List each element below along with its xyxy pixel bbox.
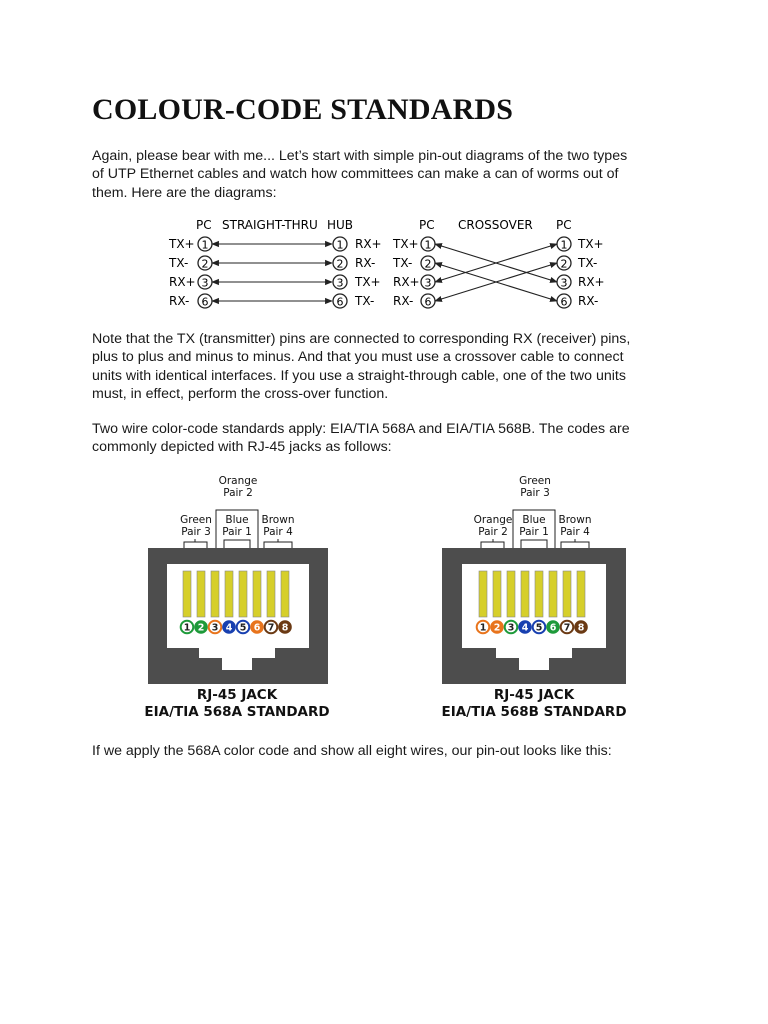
pin-number: 8 xyxy=(281,622,289,634)
pin-number: 2 xyxy=(197,622,205,634)
signal-label: RX+ xyxy=(169,275,196,289)
pin-number: 4 xyxy=(521,622,529,634)
crossover-row xyxy=(393,275,605,290)
pinout-diagram xyxy=(0,212,768,312)
pin-number: 2 xyxy=(493,622,501,634)
pin-number: 1 xyxy=(336,238,344,252)
signal-label: RX- xyxy=(393,294,414,308)
text-line: commonly depicted with RJ-45 jacks as follows: xyxy=(92,439,392,456)
straight-row xyxy=(169,294,374,309)
pin-number: 2 xyxy=(201,257,209,271)
pair-label: Pair 1 xyxy=(519,526,549,538)
crossover-header-mid: CROSSOVER xyxy=(458,218,533,232)
straight-header-right: HUB xyxy=(327,218,354,232)
pair-label: Orange xyxy=(218,475,258,487)
pin-number: 3 xyxy=(336,276,344,290)
signal-label: TX- xyxy=(578,256,598,270)
jack-caption: EIA/TIA 568B STANDARD xyxy=(441,704,627,720)
text-line: must, in effect, perform the cross-over function. xyxy=(92,385,389,402)
jack-caption: RJ-45 JACK xyxy=(493,687,575,703)
crossover-header-left: PC xyxy=(419,218,435,232)
signal-label: TX+ xyxy=(578,237,604,251)
signal-label: TX- xyxy=(355,294,375,308)
pin-number: 6 xyxy=(201,295,209,309)
text-line: Two wire color-code standards apply: EIA/TIA 568A and EIA/TIA 568B. The codes are xyxy=(92,421,630,437)
pin-number: 6 xyxy=(336,295,344,309)
pair-label: Brown xyxy=(558,514,592,526)
jack-568b xyxy=(441,475,626,720)
pin-number: 1 xyxy=(201,238,209,252)
signal-label: TX+ xyxy=(355,275,381,289)
pin-number: 7 xyxy=(563,622,571,634)
pin-number: 3 xyxy=(201,276,209,290)
text-line: Note that the TX (transmitter) pins are connected to corresponding RX (receiver) pins, xyxy=(92,331,631,347)
signal-label: TX+ xyxy=(393,237,419,251)
pair-label: Pair 1 xyxy=(222,526,252,538)
straight-row xyxy=(168,256,375,271)
pin-number: 2 xyxy=(336,257,344,271)
pin-number: 5 xyxy=(535,622,543,634)
pin-number: 8 xyxy=(577,622,585,634)
pair-label: Pair 3 xyxy=(520,487,550,499)
pair-label: Pair 2 xyxy=(223,487,253,499)
pin-number: 7 xyxy=(267,622,275,634)
jack-caption: EIA/TIA 568A STANDARD xyxy=(144,704,330,720)
pair-label: Green xyxy=(180,514,212,526)
straight-row xyxy=(169,275,381,290)
signal-label: RX+ xyxy=(393,275,420,289)
signal-label: TX- xyxy=(169,256,189,270)
pin-number: 1 xyxy=(560,238,568,252)
straight-row xyxy=(168,237,382,252)
pin-number: 2 xyxy=(424,257,432,271)
crossover-row xyxy=(392,237,604,252)
text-line: If we apply the 568A color code and show all eight wires, our pin-out looks like this: xyxy=(92,743,612,759)
crossover-row xyxy=(393,294,598,309)
pin-number: 6 xyxy=(560,295,568,309)
straight-header-left: PC xyxy=(196,218,212,232)
signal-label: TX- xyxy=(393,256,413,270)
pin-number: 6 xyxy=(253,622,261,634)
signal-label: RX+ xyxy=(355,237,382,251)
pin-number: 1 xyxy=(424,238,432,252)
pin-number: 1 xyxy=(183,622,191,634)
pin-number: 6 xyxy=(424,295,432,309)
pin-number: 3 xyxy=(560,276,568,290)
pair-label: Orange xyxy=(473,514,513,526)
pair-label: Pair 4 xyxy=(560,526,590,538)
jack-568a xyxy=(144,475,329,720)
rj45-jacks-figure xyxy=(0,470,768,730)
standards-paragraph xyxy=(92,420,682,457)
page-title: COLOUR-CODE STANDARDS xyxy=(92,93,514,126)
text-line: units with identical interfaces. If you use a straight-through cable, one of the two units xyxy=(92,367,626,384)
note-paragraph xyxy=(92,330,682,403)
signal-label: TX+ xyxy=(169,237,195,251)
text-line: them. Here are the diagrams: xyxy=(92,184,277,201)
intro-paragraph xyxy=(92,147,682,202)
pin-number: 3 xyxy=(424,276,432,290)
crossover-header-right: PC xyxy=(556,218,572,232)
straight-header-mid: STRAIGHT-THRU xyxy=(222,218,318,232)
pin-number: 4 xyxy=(225,622,233,634)
pin-number: 2 xyxy=(560,257,568,271)
pin-number: 3 xyxy=(211,622,219,634)
pin-number: 5 xyxy=(239,622,247,634)
pair-label: Brown xyxy=(261,514,295,526)
pin-number: 3 xyxy=(507,622,515,634)
pair-label: Green xyxy=(519,475,551,487)
pair-label: Pair 3 xyxy=(181,526,211,538)
crossover-wires xyxy=(435,244,557,301)
pin-number: 6 xyxy=(549,622,557,634)
pair-label: Blue xyxy=(225,514,249,526)
signal-label: RX- xyxy=(169,294,190,308)
closing-paragraph xyxy=(92,742,682,760)
pin-number: 1 xyxy=(479,622,487,634)
signal-label: RX- xyxy=(355,256,376,270)
text-line: plus to plus and minus to minus. And that you must use a crossover cable to connect xyxy=(92,349,624,366)
pair-label: Blue xyxy=(522,514,546,526)
signal-label: RX+ xyxy=(578,275,605,289)
text-line: Again, please bear with me... Let’s start with simple pin-out diagrams of the two types xyxy=(92,148,628,164)
signal-label: RX- xyxy=(578,294,599,308)
pair-label: Pair 2 xyxy=(478,526,508,538)
text-line: of UTP Ethernet cables and watch how committees can make a can of worms out of xyxy=(92,166,619,183)
pair-label: Pair 4 xyxy=(263,526,293,538)
jack-caption: RJ-45 JACK xyxy=(196,687,278,703)
